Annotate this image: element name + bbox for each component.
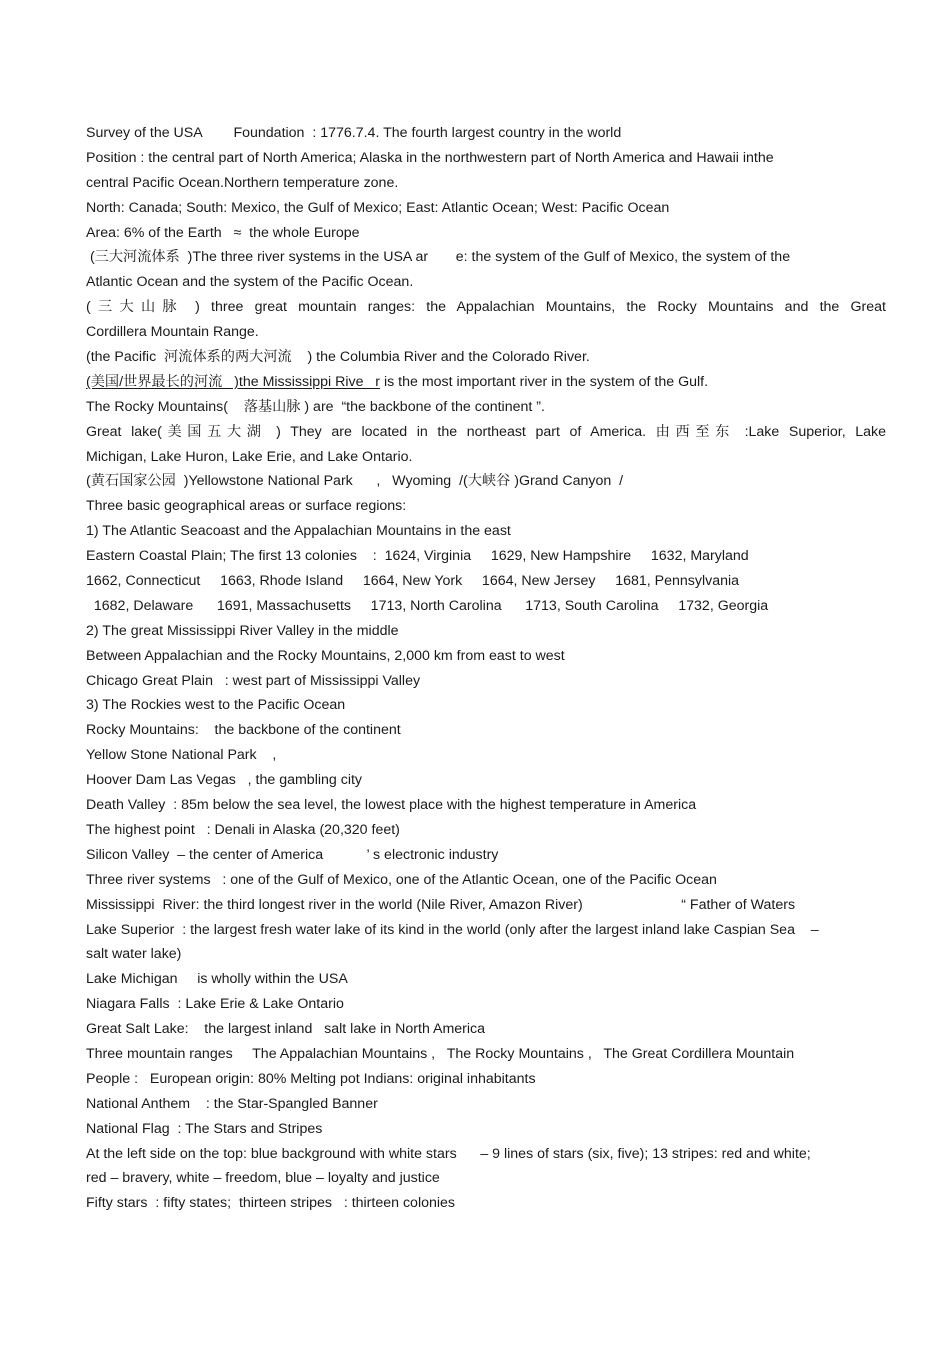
text-line: Atlantic Ocean and the system of the Pacific Ocean.	[86, 274, 414, 291]
text-line: Lake Michigan is wholly within the USA	[86, 971, 348, 988]
text-line: Death Valley : 85m below the sea level, the lowest place with the highest temperature in America	[86, 797, 697, 814]
text-line: Survey of the USA Foundation : 1776.7.4. The fourth largest country in the world	[86, 125, 622, 141]
text-line: 1682, Delaware 1691, Massachusetts 1713, North Carolina 1713, South Carolina 1732, Georgia	[86, 597, 769, 614]
text-line: Yellow Stone National Park ,	[86, 747, 277, 764]
text-line: At the left side on the top: blue background with white stars – 9 lines of stars (six, five); 13 stripes: red and white;	[86, 1145, 811, 1162]
text-line: Three mountain ranges The Appalachian Mountains , The Rocky Mountains , The Great Cordillera Mountain	[86, 1045, 795, 1062]
text-line: (三大山脉 ) three great mountain ranges: the Appalachian Mountains, the Rocky Mountains and the Great	[86, 299, 886, 316]
text-line: People : European origin: 80% Melting pot Indians: original inhabitants	[86, 1070, 536, 1087]
text-line: Mississippi River: the third longest river in the world (Nile River, Amazon River) “ Father of Waters	[86, 896, 796, 913]
text-line: Silicon Valley – the center of America ’ s electronic industry	[86, 846, 499, 863]
plain-text: is the most important river in the system of the Gulf.	[380, 373, 709, 390]
text-line: The highest point : Denali in Alaska (20,320 feet)	[86, 821, 400, 838]
text-line: Eastern Coastal Plain; The first 13 colonies : 1624, Virginia 1629, New Hampshire 1632, Maryland	[86, 548, 749, 565]
text-line: Chicago Great Plain : west part of Mississippi Valley	[86, 672, 421, 689]
text-line: salt water lake)	[86, 946, 182, 963]
text-line: Niagara Falls : Lake Erie & Lake Ontario	[86, 996, 344, 1013]
text-line: National Flag : The Stars and Stripes	[86, 1120, 323, 1137]
text-line: Hoover Dam Las Vegas , the gambling city	[86, 772, 363, 789]
underlined-text: (美国/世界最长的河流 )the Mississippi Rive r	[86, 373, 381, 390]
text-line: Position : the central part of North America; Alaska in the northwestern part of North America and Hawaii inthe	[86, 149, 774, 166]
text-line: 2) The great Mississippi River Valley in the middle	[86, 622, 399, 639]
text-line-underlined	[86, 370, 886, 395]
text-line: Area: 6% of the Earth ≈ the whole Europe	[86, 224, 360, 241]
text-line: Three basic geographical areas or surface regions:	[86, 498, 407, 515]
text-line: The Rocky Mountains( 落基山脉 ) are “the backbone of the continent ”.	[86, 398, 545, 415]
text-line: Between Appalachian and the Rocky Mountains, 2,000 km from east to west	[86, 647, 565, 664]
text-line: red – bravery, white – freedom, blue – loyalty and justice	[86, 1170, 440, 1187]
text-line: Fifty stars : fifty states; thirteen stripes : thirteen colonies	[86, 1195, 456, 1212]
text-line: 1) The Atlantic Seacoast and the Appalachian Mountains in the east	[86, 523, 511, 540]
text-line: 3) The Rockies west to the Pacific Ocean	[86, 697, 346, 714]
text-line: (黄石国家公园 )Yellowstone National Park , Wyoming /(大峡谷 )Grand Canyon /	[86, 473, 624, 490]
document-page	[86, 121, 886, 1216]
text-line: National Anthem : the Star-Spangled Banner	[86, 1095, 378, 1112]
text-line: North: Canada; South: Mexico, the Gulf of Mexico; East: Atlantic Ocean; West: Pacific Ocean	[86, 199, 670, 216]
text-line: Lake Superior : the largest fresh water lake of its kind in the world (only after the largest inland lake Caspian Sea –	[86, 921, 819, 938]
text-line: Three river systems : one of the Gulf of Mexico, one of the Atlantic Ocean, one of the Pacific Ocean	[86, 871, 717, 888]
text-line: Rocky Mountains: the backbone of the continent	[86, 722, 401, 739]
text-line: central Pacific Ocean.Northern temperature zone.	[86, 174, 399, 191]
text-line: 1662, Connecticut 1663, Rhode Island 1664, New York 1664, New Jersey 1681, Pennsylvania	[86, 573, 740, 590]
text-line: Great Salt Lake: the largest inland salt lake in North America	[86, 1021, 486, 1038]
text-line: Great lake(美国五大湖 ) They are located in the northeast part of America. 由西至东 :Lake Superior, Lake	[86, 423, 886, 440]
text-line: (the Pacific 河流体系的两大河流 ) the Columbia River and the Colorado River.	[86, 349, 590, 366]
text-line: Michigan, Lake Huron, Lake Erie, and Lake Ontario.	[86, 448, 413, 465]
text-line: Cordillera Mountain Range.	[86, 324, 259, 341]
text-line: (三大河流体系 )The three river systems in the USA ar e: the system of the Gulf of Mexico, the system of the	[86, 249, 791, 266]
